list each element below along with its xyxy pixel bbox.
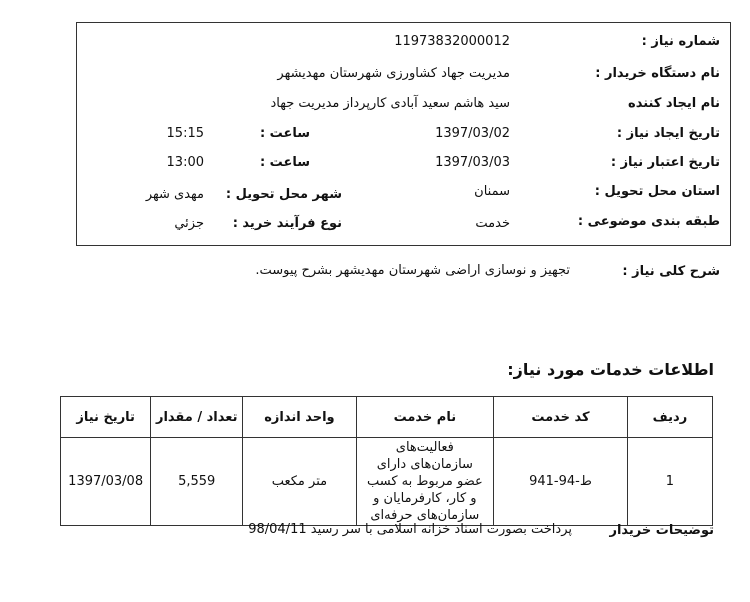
- purchase-type-value: جزئي: [174, 216, 204, 231]
- col-date: تاریخ نیاز: [61, 397, 151, 438]
- buyer-notes-text: پرداخت بصورت اسناد خزانه اسلامی با سر رسید 98/04/11: [248, 522, 572, 537]
- need-number-value: 11973832000012: [394, 34, 510, 49]
- col-name: نام خدمت: [356, 397, 493, 438]
- col-row: ردیف: [627, 397, 712, 438]
- created-time-value: 15:15: [166, 126, 204, 141]
- services-title: اطلاعات خدمات مورد نیاز:: [507, 360, 714, 379]
- col-code: کد خدمت: [494, 397, 628, 438]
- col-quantity: تعداد / مقدار: [151, 397, 243, 438]
- delivery-province-value: سمنان: [474, 184, 510, 199]
- summary-label: شرح کلی نیاز :: [622, 264, 720, 279]
- delivery-city-label: شهر محل تحویل :: [225, 187, 342, 202]
- created-time-label: ساعت :: [259, 126, 310, 141]
- creator-value: سید هاشم سعید آبادی کارپرداز مدیریت جهاد: [270, 96, 510, 111]
- validity-date-label: تاریخ اعتبار نیاز :: [610, 155, 720, 170]
- delivery-province-label: استان محل تحویل :: [594, 184, 720, 199]
- purchase-type-label: نوع فرآیند خرید :: [232, 216, 342, 231]
- service-code: ط-94-941: [494, 438, 628, 526]
- buyer-org-label: نام دستگاه خریدار :: [595, 66, 720, 81]
- category-label: طبقه بندی موضوعی :: [577, 214, 720, 229]
- validity-time-label: ساعت :: [259, 155, 310, 170]
- buyer-notes-label: توضیحات خریدار: [609, 523, 714, 538]
- created-date-label: تاریخ ایجاد نیاز :: [616, 126, 720, 141]
- service-name-text: فعالیت‌های سازمان‌های دارای عضو مربوط به کسب و کار، کارفرمایان و سازمان‌های حرفه‌ای: [366, 440, 483, 523]
- summary-text: تجهیز و نوسازی اراضی شهرستان مهدیشهر بشرح پیوست.: [255, 263, 570, 278]
- table-row: [61, 438, 713, 526]
- category-value: خدمت: [475, 216, 510, 231]
- service-unit: متر مکعب: [243, 438, 357, 526]
- validity-time-value: 13:00: [166, 155, 204, 170]
- validity-date-value: 1397/03/03: [435, 155, 510, 170]
- service-name: [356, 438, 493, 526]
- col-unit: واحد اندازه: [243, 397, 357, 438]
- row-number: 1: [627, 438, 712, 526]
- service-date: 1397/03/08: [61, 438, 151, 526]
- created-date-value: 1397/03/02: [435, 126, 510, 141]
- service-quantity: 5,559: [151, 438, 243, 526]
- need-number-label: شماره نیاز :: [641, 34, 720, 49]
- services-table: [60, 396, 713, 526]
- buyer-org-value: مدیریت جهاد کشاورزی شهرستان مهدیشهر: [277, 66, 510, 81]
- delivery-city-value: مهدی شهر: [145, 187, 204, 202]
- services-header-row: [61, 397, 713, 438]
- creator-label: نام ایجاد کننده: [628, 96, 720, 111]
